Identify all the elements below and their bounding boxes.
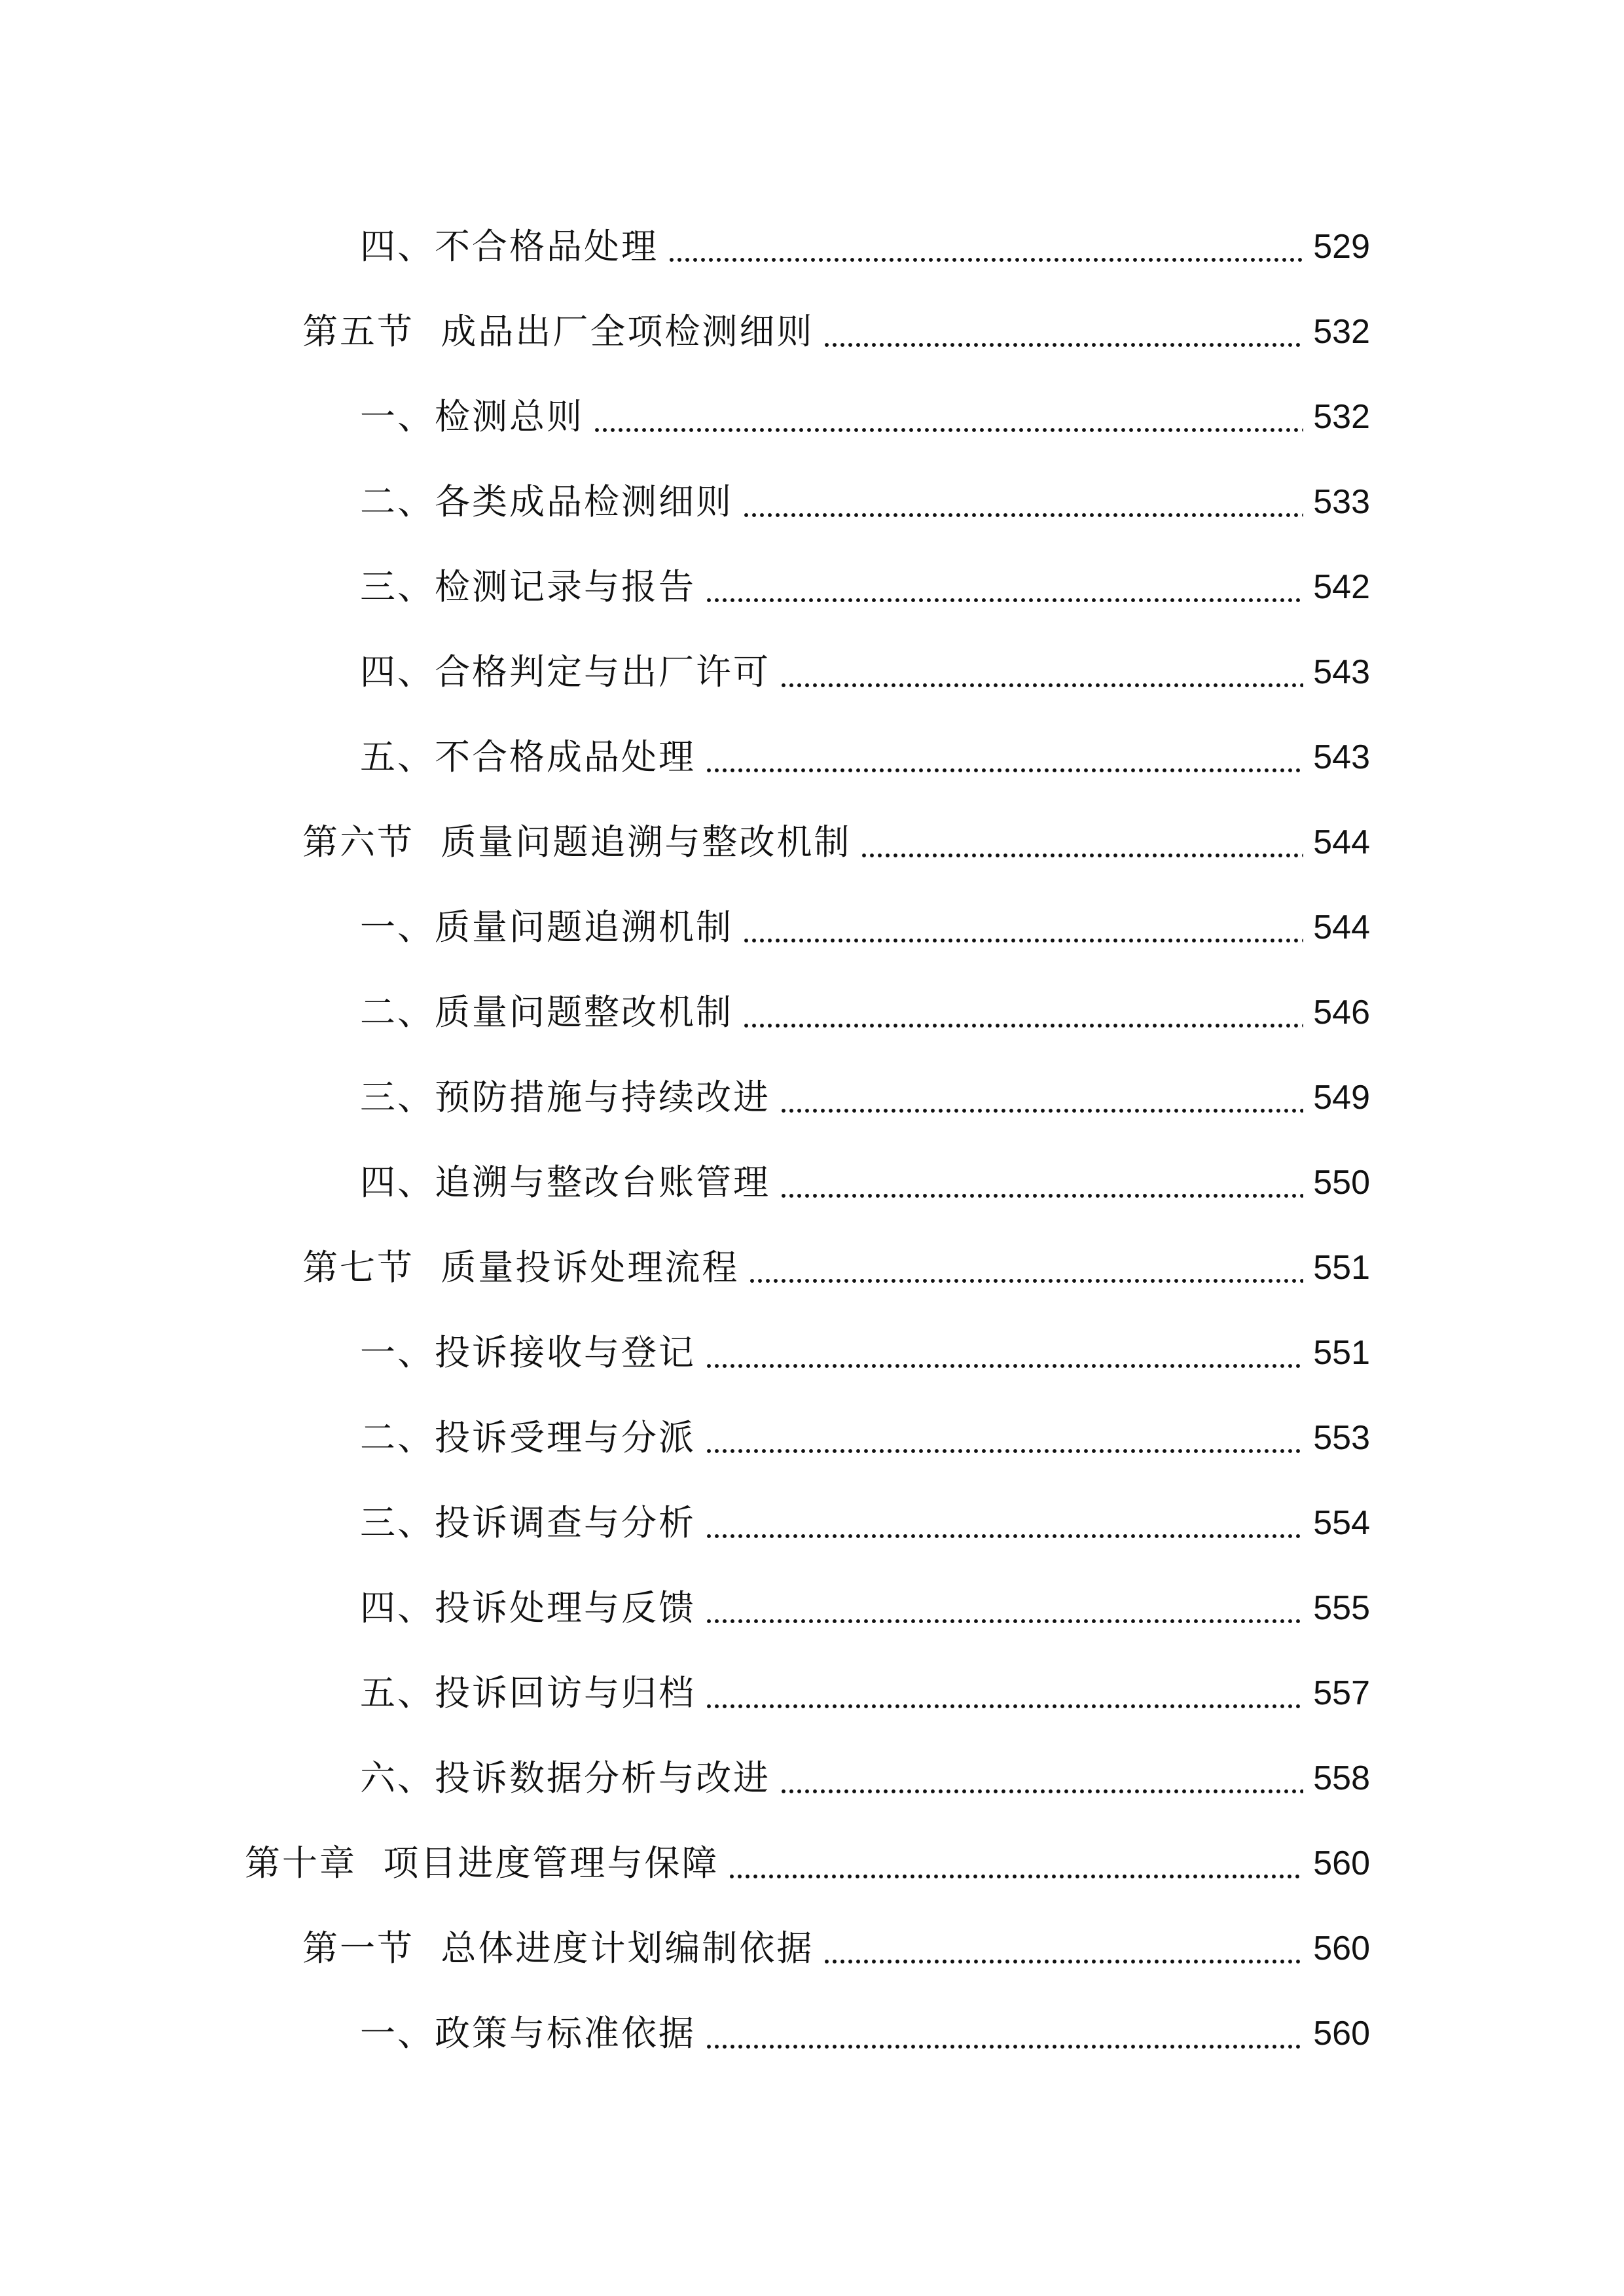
toc-entry-title: 五、投诉回访与归档 [360,1672,696,1713]
toc-entry-title: 三、投诉调查与分析 [360,1502,696,1543]
toc-entry-page: 557 [1313,1674,1370,1712]
toc-entry[interactable] [0,204,1624,289]
toc-entry[interactable] [0,1395,1624,1480]
toc-entry-title: 一、投诉接收与登记 [360,1332,696,1373]
toc-entry[interactable] [0,374,1624,459]
toc-entry-title: 第七节 质量投诉处理流程 [302,1247,740,1288]
toc-entry[interactable] [0,715,1624,800]
toc-entry-title: 一、政策与标准依据 [360,2013,696,2054]
toc-entry[interactable] [0,630,1624,715]
dot-leader [860,845,1303,859]
toc-entry-page: 542 [1313,568,1370,606]
dot-leader [780,1185,1303,1200]
toc-entry-page: 533 [1313,483,1370,521]
toc-entry-page: 558 [1313,1759,1370,1797]
toc-entry[interactable] [0,1480,1624,1566]
toc-entry[interactable] [0,289,1624,374]
dot-leader [705,1441,1303,1455]
dot-leader [780,1781,1303,1795]
dot-leader [748,1270,1303,1285]
table-of-contents [0,204,1624,2076]
toc-entry[interactable] [0,1651,1624,1736]
dot-leader [705,1696,1303,1710]
toc-entry[interactable] [0,1566,1624,1651]
toc-entry-page: 546 [1313,994,1370,1031]
toc-entry-page: 543 [1313,653,1370,691]
dot-leader [742,930,1303,944]
toc-entry-page: 550 [1313,1164,1370,1202]
dot-leader [742,505,1303,519]
toc-entry-page: 544 [1313,908,1370,946]
toc-entry[interactable] [0,545,1624,630]
dot-leader [705,1611,1303,1625]
toc-entry-title: 第六节 质量问题追溯与整改机制 [302,821,852,863]
toc-entry-title: 一、检测总则 [360,396,584,437]
toc-entry-page: 551 [1313,1249,1370,1287]
dot-leader [780,675,1303,689]
toc-entry-page: 532 [1313,313,1370,351]
toc-entry[interactable] [0,1140,1624,1225]
toc-entry-title: 第一节 总体进度计划编制依据 [302,1928,814,1969]
toc-entry[interactable] [0,800,1624,885]
dot-leader [705,1355,1303,1370]
toc-entry-title: 第五节 成品出厂全项检测细则 [302,311,814,352]
toc-entry[interactable] [0,1225,1624,1310]
dot-leader [728,1866,1303,1880]
dot-leader [705,590,1303,604]
toc-entry[interactable] [0,885,1624,970]
toc-entry-page: 555 [1313,1589,1370,1627]
toc-entry[interactable] [0,1736,1624,1821]
toc-entry[interactable] [0,970,1624,1055]
toc-entry-title: 二、各类成品检测细则 [360,481,733,522]
toc-entry-page: 560 [1313,1844,1370,1882]
toc-entry[interactable] [0,1906,1624,1991]
toc-entry-page: 529 [1313,228,1370,266]
toc-entry-title: 二、投诉受理与分派 [360,1417,696,1458]
toc-entry-title: 第十章 项目进度管理与保障 [245,1842,719,1884]
toc-entry-title: 三、检测记录与报告 [360,566,696,607]
toc-entry-page: 554 [1313,1504,1370,1542]
toc-entry-title: 五、不合格成品处理 [360,736,696,778]
toc-entry-title: 四、不合格品处理 [360,226,659,267]
dot-leader [780,1100,1303,1115]
toc-entry-page: 532 [1313,398,1370,436]
dot-leader [742,1015,1303,1030]
toc-entry[interactable] [0,459,1624,545]
toc-entry-title: 六、投诉数据分析与改进 [360,1757,770,1799]
toc-entry[interactable] [0,1310,1624,1395]
toc-entry-page: 553 [1313,1419,1370,1457]
toc-entry[interactable] [0,1055,1624,1140]
toc-entry-title: 一、质量问题追溯机制 [360,906,733,948]
toc-entry-title: 四、追溯与整改台账管理 [360,1162,770,1203]
dot-leader [705,1526,1303,1540]
toc-entry-page: 543 [1313,738,1370,776]
toc-entry-page: 551 [1313,1334,1370,1372]
dot-leader [593,420,1303,434]
dot-leader [668,249,1303,264]
dot-leader [823,334,1303,349]
toc-entry-title: 二、质量问题整改机制 [360,992,733,1033]
toc-entry-page: 549 [1313,1079,1370,1117]
toc-entry-page: 560 [1313,2015,1370,2053]
toc-entry[interactable] [0,1821,1624,1906]
toc-entry-title: 四、投诉处理与反馈 [360,1587,696,1628]
dot-leader [705,2036,1303,2051]
toc-entry-page: 544 [1313,823,1370,861]
toc-entry-title: 三、预防措施与持续改进 [360,1077,770,1118]
dot-leader [823,1951,1303,1965]
toc-entry-page: 560 [1313,1929,1370,1967]
dot-leader [705,760,1303,774]
toc-entry-title: 四、合格判定与出厂许可 [360,651,770,692]
toc-entry[interactable] [0,1991,1624,2076]
